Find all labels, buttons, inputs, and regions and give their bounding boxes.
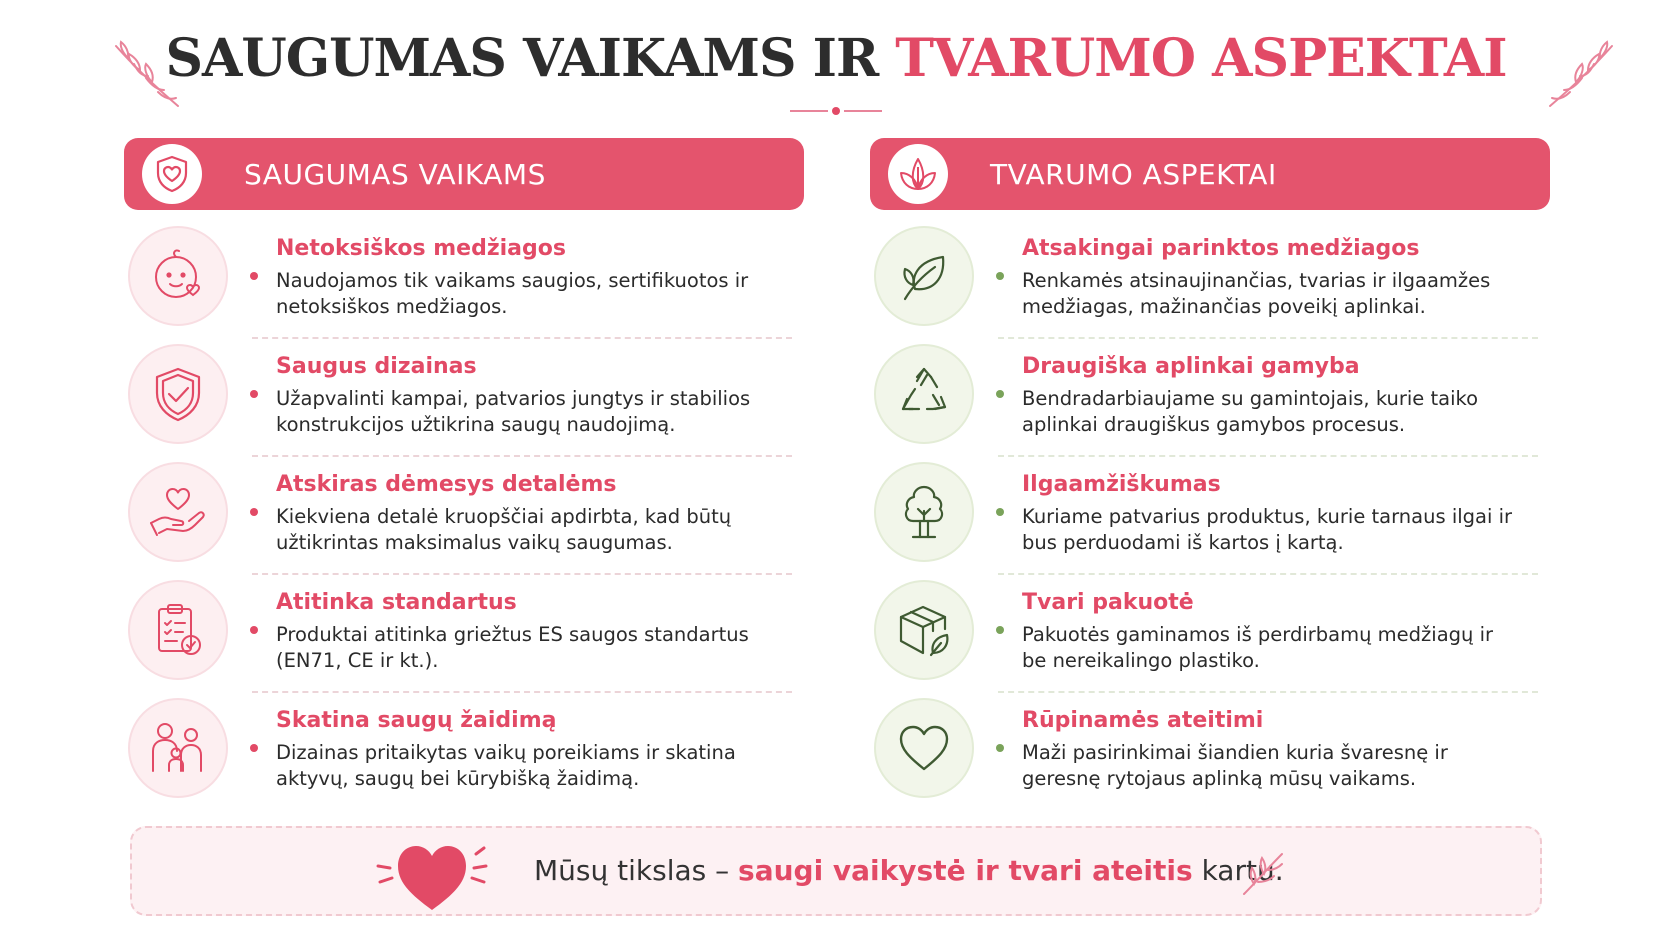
item-title: Ilgaamžiškumas [1022,472,1221,497]
item-title: Saugus dizainas [276,354,477,379]
mission-banner [130,826,1542,916]
item-title: Atsakingai parinktos medžiagos [1022,236,1420,261]
bullet [996,744,1004,752]
item-title: Draugiška aplinkai gamyba [1022,354,1360,379]
eco-box-icon [874,580,974,680]
bullet [250,626,258,634]
divider [998,573,1538,575]
leaf-icon [874,226,974,326]
item-description: Naudojamos tik vaikams saugios, sertifikuotos ir netoksiškos medžiagos. [276,269,749,318]
list-item [124,576,804,684]
tree-icon [874,462,974,562]
safety-column-header [124,138,804,210]
bullet [250,272,258,280]
page-title-wrap [0,28,1672,89]
item-title: Tvari pakuotė [1022,590,1194,615]
mission-text-highlight: saugi vaikystė ir tvari ateitis [738,854,1193,887]
item-description: Dizainas pritaikytas vaikų poreikiams ir skatina aktyvų, saugų bei kūrybišką žaidimą. [276,741,736,790]
item-description: Kiekviena detalė kruopščiai apdirbta, kad būtų užtikrintas maksimalus vaikų saugumas. [276,505,732,554]
leaf-sprig-icon [1546,40,1616,112]
item-description: Bendradarbiaujame su gamintojais, kurie taiko aplinkai draugiškus gamybos procesus. [1022,387,1479,436]
item-title: Netoksiškos medžiagos [276,236,566,261]
leaf-sprig-icon [112,40,182,112]
mission-text-end: kartu. [1192,854,1284,887]
clipboard-check-icon [128,580,228,680]
item-description: Kuriame patvarius produktus, kurie tarnaus ilgai ir bus perduodami iš kartos į kartą. [1022,505,1513,554]
list-item [870,694,1550,802]
heart-outline-icon [874,698,974,798]
page-title [0,28,1672,89]
baby-face-icon [128,226,228,326]
bullet [996,272,1004,280]
list-item [124,694,804,802]
leaf-sprig-icon [1238,848,1288,898]
bullet [250,508,258,516]
bullet [250,744,258,752]
item-title: Atitinka standartus [276,590,517,615]
title-divider [790,106,882,116]
shield-check-icon [128,344,228,444]
divider [252,691,792,693]
list-item [124,222,804,330]
divider [252,573,792,575]
divider [998,455,1538,457]
bullet [250,390,258,398]
page-title-part1: SAUGUMAS VAIKAMS IR [165,28,896,89]
bullet [996,390,1004,398]
recycle-icon [874,344,974,444]
item-description: Pakuotės gaminamos iš perdirbamų medžiagų ir be nereikalingo plastiko. [1022,623,1494,672]
bullet [996,626,1004,634]
list-item [870,458,1550,566]
item-title: Skatina saugų žaidimą [276,708,557,733]
list-item [870,222,1550,330]
list-item [870,576,1550,684]
mission-text-start: Mūsų tikslas – [534,854,739,887]
item-title: Atskiras dėmesys detalėms [276,472,617,497]
sustainability-column-header [870,138,1550,210]
sustainability-column-title: TVARUMO ASPEKTAI [990,158,1277,191]
hand-heart-icon [128,462,228,562]
family-icon [128,698,228,798]
list-item [124,340,804,448]
heart-icon [372,832,492,916]
safety-column-title: SAUGUMAS VAIKAMS [244,158,546,191]
item-description: Produktai atitinka griežtus ES saugos standartus (EN71, CE ir kt.). [276,623,749,672]
item-description: Užapvalinti kampai, patvarios jungtys ir stabilios konstrukcijos užtikrina saugų naudojimą. [276,387,751,436]
page-title-part2: TVARUMO ASPEKTAI [895,28,1507,89]
leaves-icon [888,144,948,204]
divider [998,691,1538,693]
divider [252,337,792,339]
bullet [996,508,1004,516]
item-description: Renkamės atsinaujinančias, tvarias ir ilgaamžes medžiagas, mažinančias poveikį aplinkai. [1022,269,1491,318]
item-title: Rūpinamės ateitimi [1022,708,1264,733]
shield-heart-icon [142,144,202,204]
mission-text [534,854,1284,887]
list-item [870,340,1550,448]
item-description: Maži pasirinkimai šiandien kuria švaresnę ir geresnę rytojaus aplinką mūsų vaikams. [1022,741,1448,790]
divider [252,455,792,457]
divider [998,337,1538,339]
list-item [124,458,804,566]
